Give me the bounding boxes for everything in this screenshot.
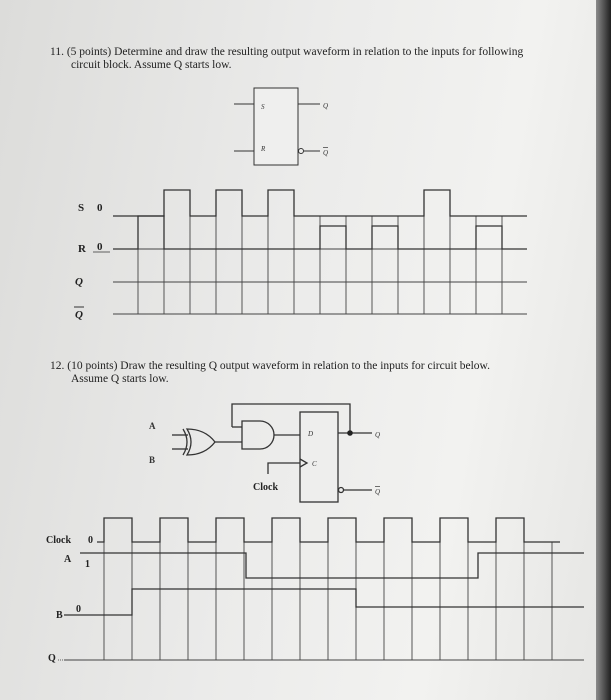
sr-qbar-output: Q xyxy=(323,149,329,157)
q11-r-label: R xyxy=(78,243,86,255)
q12-text-line1: 12. (10 points) Draw the resulting Q output waveform in relation to the inputs for circuit below. xyxy=(50,360,490,372)
sr-q-output: Q xyxy=(323,102,329,110)
q12-a-initial: 1 xyxy=(85,559,90,570)
dff-d-pin: D xyxy=(308,430,314,438)
q12-b-label: B xyxy=(56,610,63,621)
circuit2-clock-label: Clock xyxy=(253,482,278,493)
circuit2-junction-dot xyxy=(347,430,353,436)
page-edge-shadow xyxy=(596,0,611,700)
sr-r-pin: R xyxy=(261,145,266,153)
q12-clock-label: Clock xyxy=(46,535,71,546)
q11-s-waveform xyxy=(113,190,527,216)
q12-text-line2: Assume Q starts low. xyxy=(71,373,169,385)
q11-q-label: Q xyxy=(75,276,83,288)
q11-text-line1: 11. (5 points) Determine and draw the resulting output waveform in relation to the inputs for following xyxy=(50,46,524,58)
dff-qbar-output: Q xyxy=(375,488,381,496)
q11-text-line2: circuit block. Assume Q starts low. xyxy=(71,59,232,71)
sr-s-pin: S xyxy=(261,103,265,111)
q11-s-label: S xyxy=(78,202,85,214)
sr-latch-block xyxy=(234,88,320,165)
q11-s-initial: 0 xyxy=(97,202,103,214)
dff-q-output: Q xyxy=(375,431,381,439)
q11-r-initial: 0 xyxy=(97,241,103,253)
q12-b-initial: 0 xyxy=(76,604,81,615)
q12-clock-initial: 0 xyxy=(88,535,93,546)
dff-c-pin: C xyxy=(312,460,317,468)
circuit2-a-input: A xyxy=(149,421,156,431)
q12-clock-waveform xyxy=(97,518,560,542)
circuit2-b-input: B xyxy=(149,455,156,465)
q12-a-label: A xyxy=(64,554,72,565)
q12-b-waveform xyxy=(64,589,584,615)
q11-timing-grid xyxy=(113,190,527,314)
q11-qbar-label: Q xyxy=(75,309,83,321)
q12-a-waveform xyxy=(80,553,584,578)
q12-q-label: Q xyxy=(48,653,56,664)
